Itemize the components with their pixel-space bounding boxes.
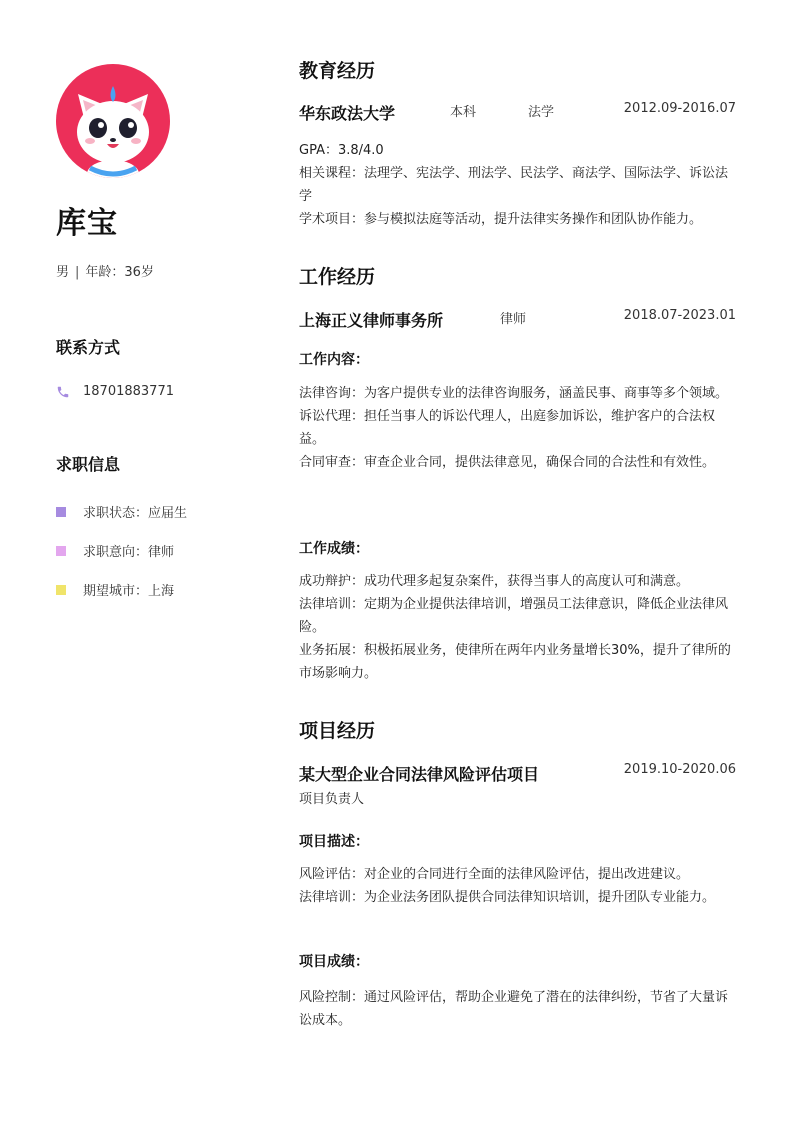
basic-info [56,261,154,280]
contact-title: 联系方式 [56,338,121,357]
courses: 相关课程：法理学、宪法学、刑法学、民法学、商法学、国际法学、诉讼法学 [299,166,729,204]
education-date: 2012.09-2016.07 [623,101,736,116]
work-achievements [299,570,736,685]
work-header [299,308,736,331]
degree: 本科 [450,105,477,120]
bullet-square-icon [56,507,66,517]
age: 年龄：36岁 [85,265,154,280]
project-title: 项目经历 [299,720,376,742]
project-desc [299,863,736,909]
work-achievement-item: 业务拓展：积极拓展业务，使律所在两年内业务量增长30%，提升了律所的市场影响力。 [299,643,731,681]
work-content [299,382,736,474]
work-achievement-item: 法律培训：定期为企业提供法律培训，增强员工法律意识，降低企业法律风险。 [299,597,729,635]
job-city-row [56,580,174,599]
school-name: 华东政法大学 [299,104,396,123]
major: 法学 [528,105,555,120]
work-date: 2018.07-2023.01 [623,308,736,323]
job-target: 求职意向：律师 [83,545,175,560]
work-achievement-title: 工作成绩： [299,541,369,557]
job-city: 期望城市：上海 [83,584,175,599]
project-desc-item: 法律培训：为企业法务团队提供合同法律知识培训，提升团队专业能力。 [299,890,716,905]
phone-icon [56,385,70,399]
project-achievement-title: 项目成绩： [299,954,369,970]
cat-mascot-icon [56,64,170,178]
phone-row [56,384,174,399]
job-target-row [56,541,174,560]
avatar [56,64,170,178]
work-achievement-item: 成功辩护：成功代理多起复杂案件，获得当事人的高度认可和满意。 [299,574,690,589]
company-name: 上海正义律师事务所 [299,311,444,330]
phone-number[interactable]: 18701883771 [83,384,174,399]
education-header [299,101,736,124]
project-date: 2019.10-2020.06 [623,762,736,777]
job-role: 律师 [500,312,527,327]
gender: 男 [56,265,70,280]
separator: | [75,265,80,280]
project-role: 项目负责人 [299,792,365,807]
work-title: 工作经历 [299,266,376,288]
job-status: 求职状态：应届生 [83,506,188,521]
project-name: 某大型企业合同法律风险评估项目 [299,765,540,784]
education-details [299,139,736,231]
job-status-row [56,502,187,521]
candidate-name: 库宝 [56,206,118,241]
project-desc-title: 项目描述： [299,834,369,850]
bullet-square-icon [56,585,66,595]
project-achievements [299,986,736,1032]
project-achievement-item: 风险控制：通过风险评估，帮助企业避免了潜在的法律纠纷，节省了大量诉讼成本。 [299,990,729,1028]
work-content-title: 工作内容： [299,352,369,368]
project-desc-item: 风险评估：对企业的合同进行全面的法律风险评估，提出改进建议。 [299,867,690,882]
education-title: 教育经历 [299,60,376,82]
gpa: GPA：3.8/4.0 [299,143,384,158]
sidebar [56,64,256,599]
job-intent-title: 求职信息 [56,455,121,474]
work-content-item: 法律咨询：为客户提供专业的法律咨询服务，涵盖民事、商事等多个领域。 [299,386,729,401]
academic-projects: 学术项目：参与模拟法庭等活动，提升法律实务操作和团队协作能力。 [299,212,703,227]
work-content-item: 合同审查：审查企业合同，提供法律意见，确保合同的合法性和有效性。 [299,455,716,470]
bullet-square-icon [56,546,66,556]
work-content-item: 诉讼代理：担任当事人的诉讼代理人，出庭参加诉讼，维护客户的合法权益。 [299,409,716,447]
project-header [299,762,736,785]
